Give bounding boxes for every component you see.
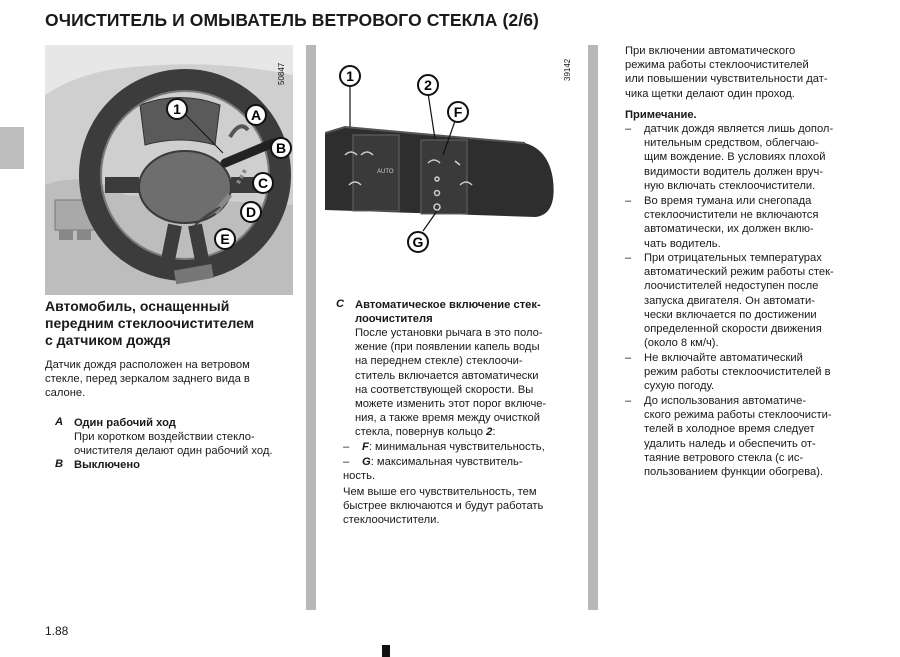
text-line: запуска двигателя. Он автомати- [644, 294, 816, 307]
section-heading [45, 298, 295, 349]
g-item-cont: ность. [343, 470, 376, 482]
text-line: (около 8 км/ч). [644, 337, 719, 350]
text-line: ститель включается автоматически [355, 369, 539, 382]
section-edge-tab [0, 127, 24, 169]
text-line: нительным средством, облегчаю- [644, 137, 819, 150]
text-line: При включении автоматического [625, 45, 796, 57]
text-line: сухую погоду. [644, 380, 715, 393]
fig1-callout-B: B [275, 140, 287, 156]
text-line: ского режима работы стеклоочисти- [644, 409, 832, 422]
fig1-code: 50847 [277, 62, 286, 85]
text-line: Автоматическое включение стек- [355, 299, 541, 311]
note-item [644, 194, 857, 251]
text-line: датчик дождя является лишь допол- [644, 123, 834, 135]
item-b-letter: B [55, 458, 64, 470]
note-item [644, 394, 857, 479]
steering-wheel-illustration [45, 45, 293, 295]
text-line [355, 425, 580, 439]
text-line: определенной скорости движения [644, 323, 822, 336]
text-line: Датчик дождя расположен на ветровом [45, 359, 250, 371]
intro-paragraph [45, 358, 295, 401]
text-line: режима работы стеклоочистителей [625, 59, 809, 72]
text-span: : максимальная чувствитель- [370, 456, 523, 468]
text-span: стекла, повернув кольцо [355, 426, 487, 439]
note-dash: – [625, 395, 632, 407]
text-line: После установки рычага в это поло- [355, 327, 543, 339]
heading-line: передним стеклоочистителем [45, 315, 255, 331]
text-line: автоматически, их должен вклю- [644, 223, 814, 236]
text-line: При отрицательных температурах [644, 252, 822, 264]
text-line: лоочистителей недоступен после [644, 280, 819, 293]
closing-paragraph [343, 485, 583, 528]
item-a-title: Один рабочий ход [74, 417, 176, 429]
text-line: чески включается по достижении [644, 308, 817, 321]
f-item [362, 440, 582, 454]
text-line: ную включать стеклоочистители. [644, 179, 816, 192]
fig1-callout-A: A [250, 107, 262, 123]
item-a-text [74, 430, 296, 458]
fig2-callout-G: G [412, 234, 424, 250]
footer-marker [382, 645, 390, 657]
text-line: щим вождение. В условиях плохой [644, 151, 826, 164]
fig2-callout-2: 2 [424, 77, 432, 93]
fig1-callout-E: E [220, 231, 230, 247]
text-line: таяние ветрового стекла (с ис- [644, 451, 804, 464]
text-line: на переднем стекле) стеклоочи- [355, 355, 523, 368]
note-dash: – [625, 123, 632, 135]
heading-line: Автомобиль, оснащенный [45, 298, 230, 314]
text-span: : минимальная чувствительность, [368, 441, 545, 453]
text-line: чика щетки делают один проход. [625, 87, 795, 100]
figure-wiper-stalk [325, 45, 577, 265]
heading-line: с датчиком дождя [45, 332, 171, 348]
text-span: : [492, 426, 496, 439]
auto-label: AUTO [377, 169, 394, 175]
g-dash: – [343, 456, 350, 468]
note-dash: – [625, 195, 632, 207]
text-line: Не включайте автоматический [644, 352, 803, 364]
note-dash: – [625, 352, 632, 364]
figure-steering-wheel [45, 45, 293, 295]
text-line: жение (при появлении капель воды [355, 341, 540, 354]
fig1-callout-1: 1 [173, 101, 181, 117]
text-line: автоматический режим работы стек- [644, 266, 834, 279]
column-divider-left [306, 45, 316, 610]
item-c-title [355, 298, 580, 326]
text-line: салоне. [45, 387, 86, 400]
text-line: можете изменить этот порог включе- [355, 398, 547, 411]
g-item [362, 455, 582, 469]
f-dash: – [343, 441, 350, 453]
text-line: телей в холодное время следует [644, 423, 815, 436]
page-title: ОЧИСТИТЕЛЬ И ОМЫВАТЕЛЬ ВЕТРОВОГО СТЕКЛА (2/6) [45, 10, 539, 30]
f-letter: F [362, 441, 369, 453]
text-line: лоочистителя [355, 313, 433, 326]
note-title: Примечание. [625, 109, 697, 121]
g-letter: G [362, 456, 371, 468]
text-line: видимости водитель должен вруч- [644, 165, 824, 178]
note-item [644, 251, 857, 350]
text-line: Чем выше его чувствительность, тем [343, 486, 537, 498]
fig2-callout-F: F [453, 104, 463, 120]
note-item [644, 351, 857, 394]
text-line: или повышении чувствительности дат- [625, 73, 828, 86]
text-line: пользованием функции обогрева). [644, 466, 824, 479]
text-line: удалить наледь и обеспечить от- [644, 437, 816, 450]
fig2-callout-1: 1 [346, 68, 354, 84]
column-divider-right [588, 45, 598, 610]
text-line: на соответствующей скорости. Вы [355, 383, 534, 396]
item-b-title: Выключено [74, 459, 140, 471]
text-line: При коротком воздействии стекло- [74, 431, 255, 443]
note-item [644, 122, 857, 193]
ring-ref: 2 [486, 426, 493, 439]
text-line: режим работы стеклоочистителей в [644, 366, 831, 379]
text-line: Во время тумана или снегопада [644, 195, 812, 207]
fig1-callout-C: C [257, 175, 269, 191]
text-line: очистителя делают один рабочий ход. [74, 445, 273, 458]
right-intro [625, 44, 860, 101]
text-line: До использования автоматиче- [644, 395, 807, 407]
text-line: стеклоочистители. [343, 514, 440, 527]
fig1-callout-D: D [245, 204, 257, 220]
item-c-letter: C [336, 298, 345, 310]
text-line: стекле, перед зеркалом заднего вида в [45, 373, 250, 386]
text-line: ния, а также время между очисткой [355, 412, 540, 425]
wiper-stalk-illustration [325, 45, 577, 265]
text-line: быстрее включаются и будут работать [343, 500, 544, 513]
page-number: 1.88 [45, 624, 69, 638]
text-line: стеклоочистители не включаются [644, 209, 819, 222]
item-c-text [355, 326, 580, 440]
note-dash: – [625, 252, 632, 264]
fig2-code: 39142 [563, 58, 572, 81]
item-a-letter: A [55, 416, 64, 428]
text-line: чать водитель. [644, 237, 721, 250]
